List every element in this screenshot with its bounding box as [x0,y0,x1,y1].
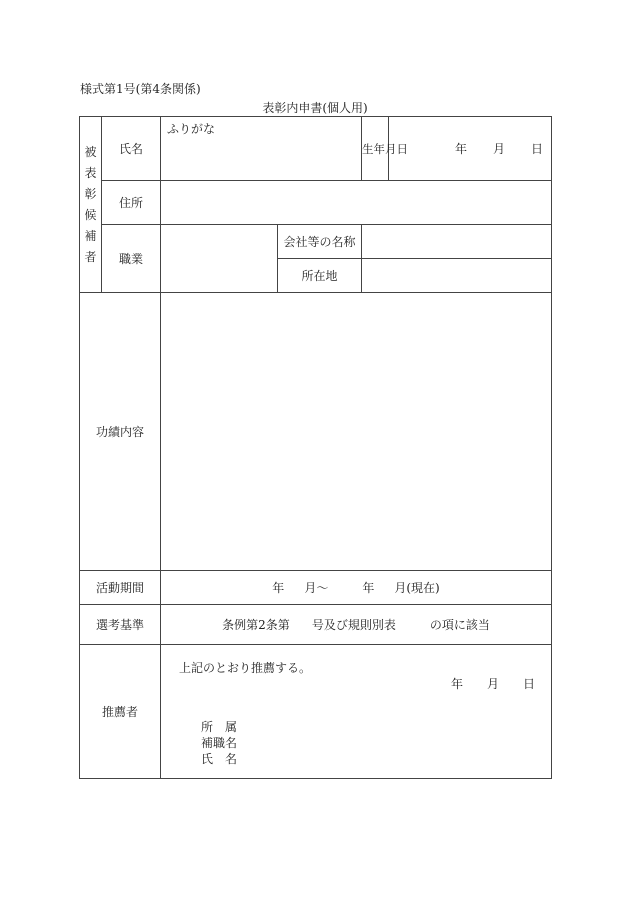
selection-criteria-label: 選考基準 [80,605,161,645]
criteria-ordinance-text: 条例第2条第 [222,618,290,632]
candidate-label-char: 表 [84,165,97,180]
candidate-label-char: 補 [84,228,97,243]
affiliation-label: 所 属 [201,720,238,734]
activity-period-field[interactable] [161,571,552,605]
selection-criteria-field[interactable] [161,605,552,645]
address-field[interactable] [161,181,552,225]
recommender-field[interactable] [161,645,552,779]
location-field[interactable] [362,259,552,293]
recommend-day-unit: 日 [523,677,536,691]
recommend-year-unit: 年 [450,677,463,691]
location-label: 所在地 [278,259,362,293]
occupation-field[interactable] [161,225,278,293]
position-label: 補職名 [201,736,238,750]
period-end-year-unit: 年 [362,581,375,595]
activity-period-label: 活動期間 [80,571,161,605]
candidate-label-char: 彰 [84,186,97,201]
recommender-label: 推薦者 [80,645,161,779]
form-title: 表彰内申書(個人用) [262,101,368,115]
form-number: 様式第1号(第4条関係) [80,82,201,96]
birth-year-unit: 年 [454,142,467,156]
period-start-year-unit: 年 [272,581,285,595]
recommender-name-label: 氏 名 [201,752,238,766]
criteria-rules-text: 号及び規則別表 [311,618,396,632]
candidate-section-label [80,117,102,293]
recommendation-statement: 上記のとおり推薦する。 [179,661,312,675]
criteria-applicable-text: の項に該当 [429,618,490,632]
company-name-label: 会社等の名称 [278,225,362,259]
furigana-label: ふりがな [167,122,216,136]
candidate-label-char: 被 [84,144,97,159]
name-label: 氏名 [102,117,161,181]
candidate-label-char: 者 [84,249,97,264]
company-name-field[interactable] [362,225,552,259]
application-form-table [79,116,552,779]
achievements-label: 功績内容 [80,293,161,571]
birthdate-label: 生年月日 [362,117,389,181]
recommend-month-unit: 月 [487,677,500,691]
birth-day-unit: 日 [531,142,544,156]
achievements-field[interactable] [161,293,552,571]
birthdate-field[interactable] [389,117,552,181]
period-end-month-unit: 月(現在) [394,581,440,595]
birth-month-unit: 月 [493,142,506,156]
period-start-month-unit: 月〜 [304,581,329,595]
candidate-label-char: 候 [84,207,97,222]
name-field[interactable] [161,117,362,181]
occupation-label: 職業 [102,225,161,293]
address-label: 住所 [102,181,161,225]
